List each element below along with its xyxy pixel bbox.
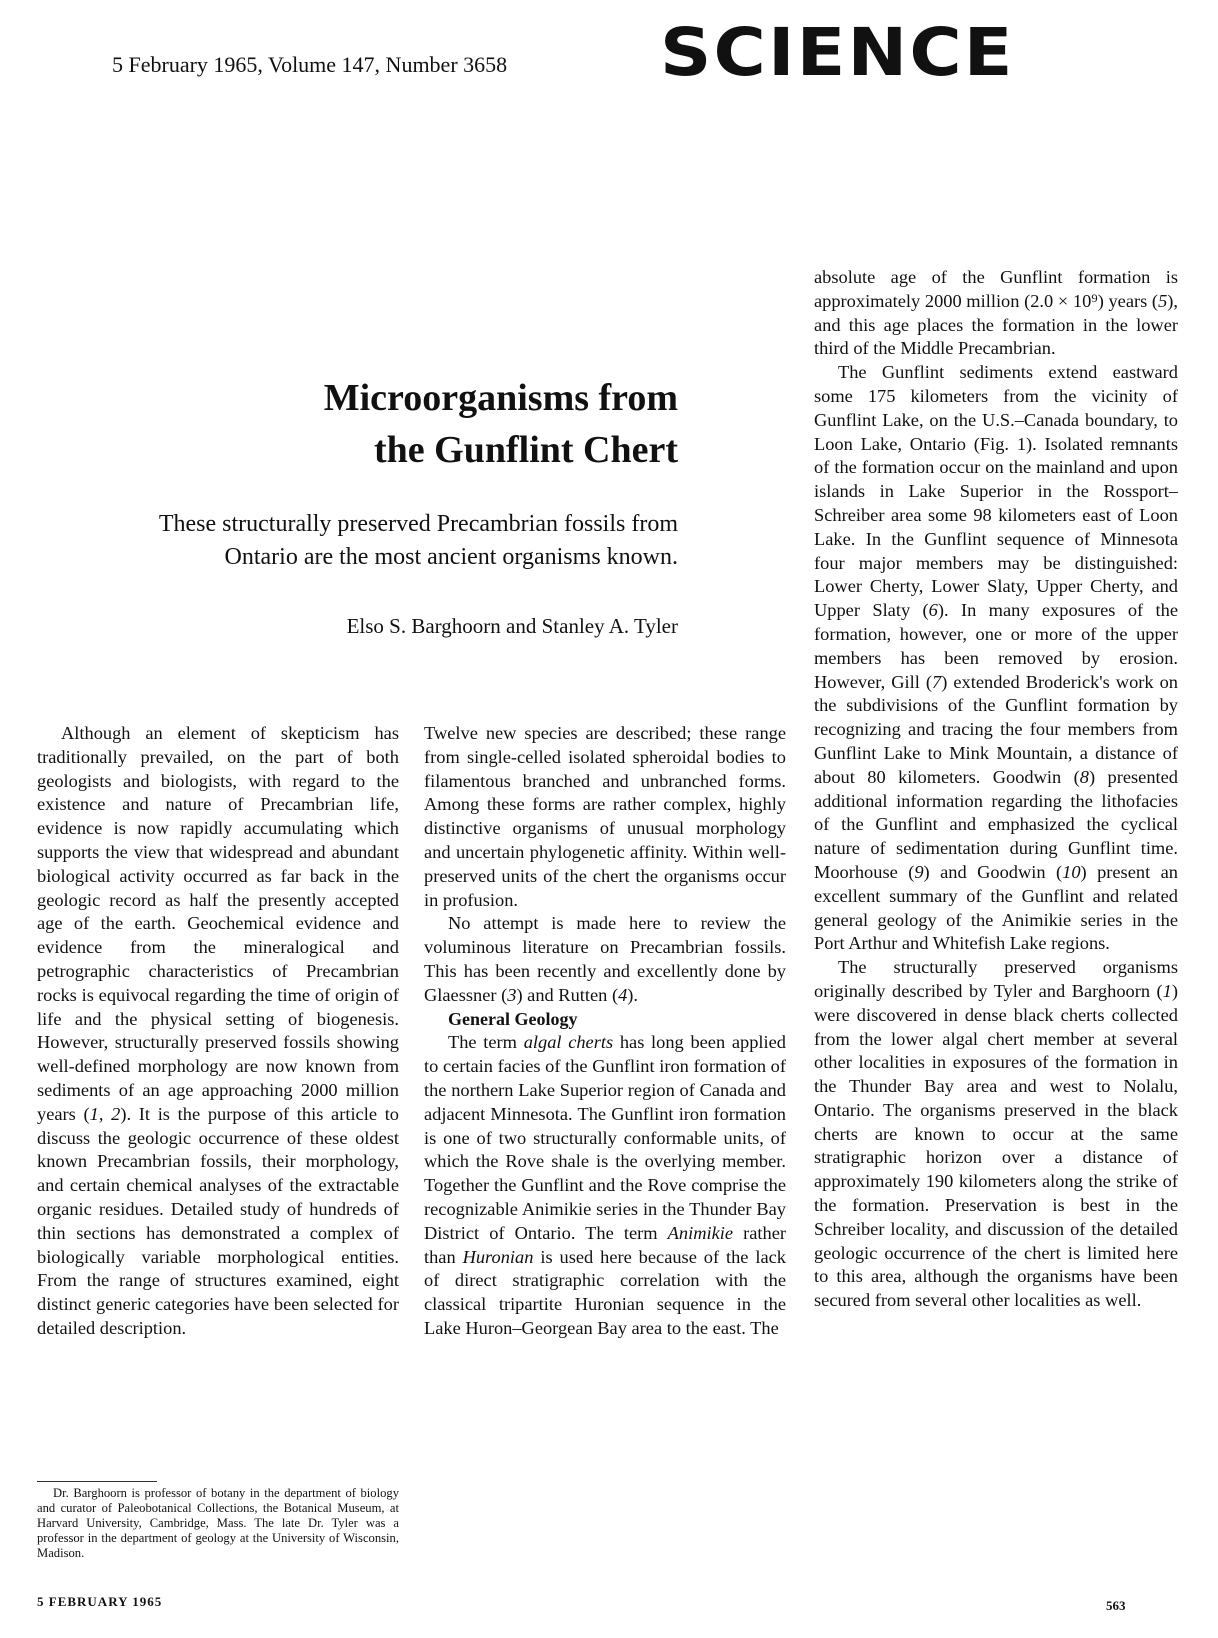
italic-text: 8 (1079, 766, 1089, 787)
text-run: ). In many exposures of the formation, however, one or more of the upper members has been removed by erosion. However, Gill ( (814, 600, 1178, 692)
text-run: ) extended Broderick's work on the subdivisions of the Gunflint formation by recognizing and tracing the four members from Gunflint Lake to Mink Mountain, a distance of about 80 kilometers. Goodwin ( (814, 671, 1178, 787)
section-heading: General Geology (448, 1008, 578, 1029)
text-run: Although an element of skepticism has traditionally prevailed, on the part of both geologists and biologists, with regard to the existence and nature of Precambrian life, evidence is now rapidly accumulating which supports the view that widespread and abundant biological activity occurred as far back in the geologic record as half the presently accepted age of the earth. Geochemical evidence and evidence from the mineralogical and petrographic characteristics of Precambrian rocks is equivocal regarding the time of origin of life and the physical setting of biogenesis. However, structurally preserved fossils showing well-defined morphology are now known from sediments of an age approaching 2000 million years ( (37, 723, 399, 1124)
text-run: ), and this age places the formation in the lower third of the Middle Precambrian. (814, 290, 1178, 359)
italic-text: 1, 2 (89, 1103, 121, 1124)
body-paragraph (37, 722, 399, 1341)
footer-date: 5 FEBRUARY 1965 (37, 1594, 163, 1609)
italic-text: 4 (618, 984, 628, 1005)
title-line: the Gunflint Chert (374, 429, 678, 471)
italic-text: 10 (1062, 861, 1081, 882)
text-run: No attempt is made here to review the voluminous literature on Precambrian fossils. This has been recently and excellently done by Glaessner ( (424, 913, 786, 1005)
masthead-issue-line: 5 February 1965, Volume 147, Number 3658 (112, 52, 508, 77)
italic-text: 3 (507, 984, 517, 1005)
italic-text: 1 (1162, 980, 1172, 1001)
text-column-3 (814, 266, 1178, 1313)
text-run: ). (627, 984, 639, 1005)
text-run: ) and Rutten ( (516, 984, 619, 1005)
italic-text: Huronian (462, 1246, 534, 1267)
body-paragraph (814, 266, 1178, 361)
text-run: has long been applied to certain facies of the Gunflint iron formation of the northern Lake Superior region of Canada and adjacent Minnesota. The Gunflint iron formation is one of two structurally conformable units, of which the Rove shale is the overlying member. Together the Gunflint and the Rove comprise the recognizable Animikie series in the Thunder Bay District of Ontario. The term (424, 1032, 786, 1243)
text-run: Twelve new species are described; these range from single-celled isolated spheroidal bodies to filamentous branched and unbranched forms. Among these forms are rather complex, highly distinctive organisms of unusual morphology and uncertain phylogenetic affinity. Within well-preserved units of the chert the organisms occur in profusion. (424, 723, 786, 910)
text-run: The structurally preserved organisms originally described by Tyler and Barghoorn ( (814, 957, 1178, 1001)
author-footnote: Dr. Barghoorn is professor of botany in the department of biology and curator of Paleobotanical Collections, the Botanical Museum, at Harvard University, Cambridge, Mass. The late Dr. Tyler was a professor in the department of geology at the University of Wisconsin, Madison. (37, 1486, 399, 1560)
body-paragraph (424, 912, 786, 1007)
text-run: absolute age of the Gunflint formation is approximately 2000 million (2.0 × 10⁹) years ( (814, 267, 1178, 311)
title-line: Microorganisms from (323, 377, 678, 419)
italic-text: algal cherts (523, 1032, 614, 1053)
text-run: is used here because of the lack of direct stratigraphic correlation with the classical tripartite Huronian sequence in the Lake Huron–Georgean Bay area to the east. The (424, 1246, 787, 1338)
text-column-2 (424, 722, 786, 1341)
text-run: The term (448, 1032, 524, 1053)
article-title (78, 372, 678, 476)
text-run: ). It is the purpose of this article to discuss the geologic occurrence of these oldest known Precambrian fossils, their morphology, and certain chemical analyses of the extractable organic residues. Detailed study of hundreds of thin sections has demonstrated a complex of biologically variable morphological entities. From the range of structures examined, eight distinct generic categories have been selected for detailed description. (37, 1103, 400, 1338)
footnote-divider (37, 1481, 157, 1482)
body-paragraph (814, 956, 1178, 1313)
subtitle-line: Ontario are the most ancient organisms known. (224, 544, 678, 570)
italic-text: 7 (932, 671, 942, 692)
subtitle-line: These structurally preserved Precambrian fossils from (158, 511, 678, 537)
text-run: ) present an excellent summary of the Gunflint and related general geology of the Animikie series in the Port Arthur and Whitefish Lake regions. (814, 861, 1178, 954)
text-run: ) were discovered in dense black cherts collected from the lower algal chert member at several other localities in exposures of the formation in the Thunder Bay area and west to Nolalu, Ontario. The organisms preserved in the black cherts are known to occur at the same stratigraphic horizon over a distance of approximately 190 kilometers along the strike of the formation. Preservation is best in the Schreiber locality, and discussion of the detailed geologic occurrence of the chert is limited here to this area, although the organisms have been secured from several other localities as well. (814, 980, 1178, 1311)
text-column-1 (37, 722, 399, 1341)
page-number: 563 (1106, 1598, 1126, 1613)
italic-text: 6 (928, 600, 938, 621)
article-subtitle (50, 508, 678, 574)
body-paragraph (424, 722, 786, 912)
body-paragraph (424, 1031, 786, 1340)
text-run: ) and Goodwin ( (923, 861, 1063, 882)
italic-text: 9 (914, 861, 924, 882)
text-run: The Gunflint sediments extend eastward some 175 kilometers from the vicinity of Gunflint Lake, on the U.S.–Canada boundary, to Loon Lake, Ontario (Fig. 1). Isolated remnants of the formation occur on the mainland and upon islands in Lake Superior in the Rossport–Schreiber area some 98 kilometers east of Loon Lake. In the Gunflint sequence of Minnesota four major members may be distinguished: Lower Cherty, Lower Slaty, Upper Cherty, and Upper Slaty ( (814, 362, 1178, 621)
text-run: ) presented additional information regarding the lithofacies of the Gunflint and emphasized the cyclical nature of sedimentation during Gunflint time. Moorhouse ( (814, 766, 1179, 882)
italic-text: 5 (1158, 290, 1168, 311)
italic-text: Animikie (667, 1222, 734, 1243)
journal-logo: SCIENCE (660, 14, 1015, 91)
body-paragraph (814, 361, 1178, 956)
text-run: rather than (424, 1222, 786, 1267)
article-authors: Elso S. Barghoorn and Stanley A. Tyler (346, 614, 678, 638)
